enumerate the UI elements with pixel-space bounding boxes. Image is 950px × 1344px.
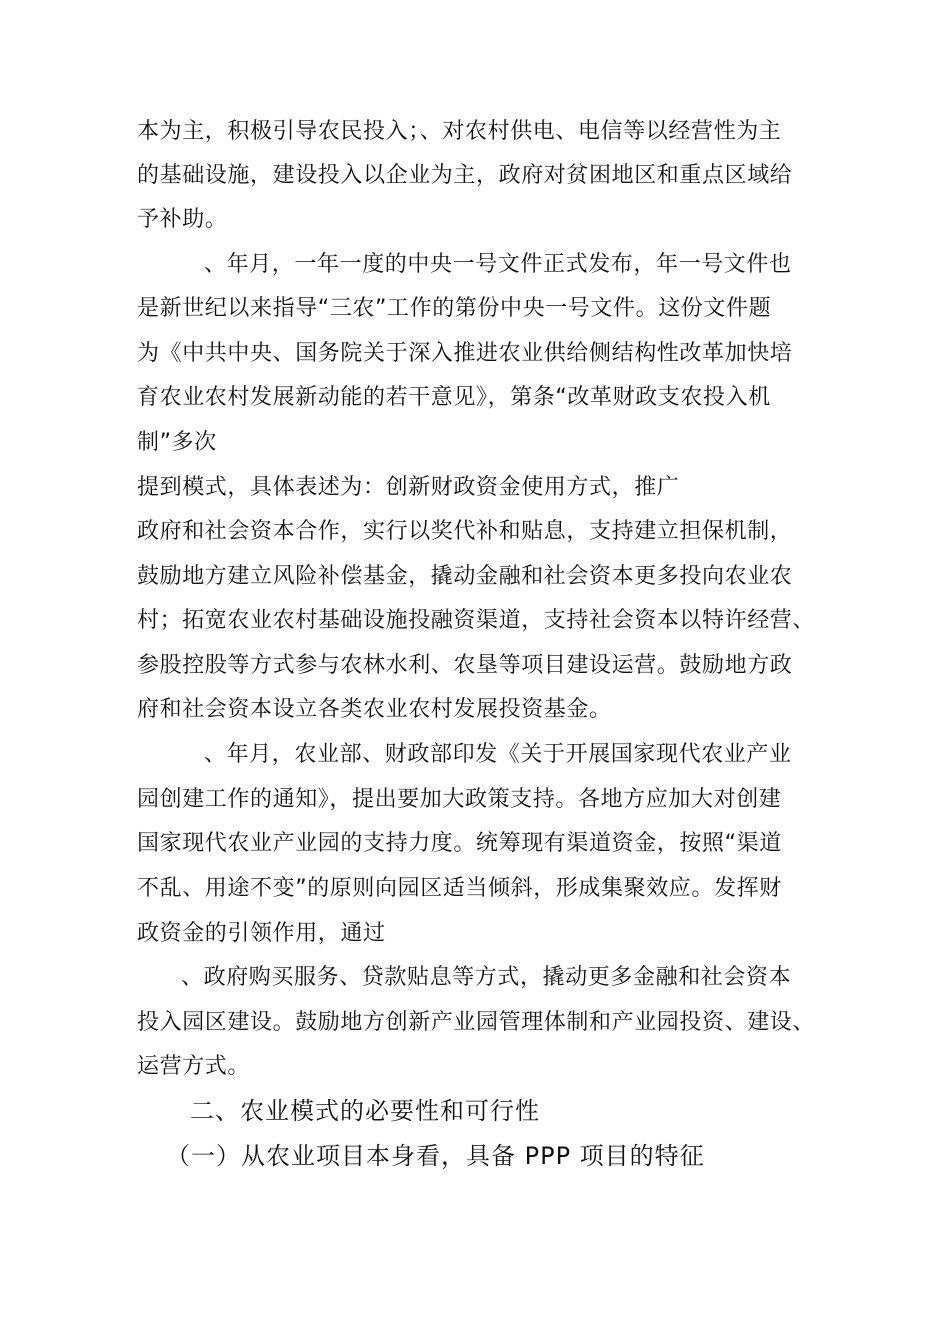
- body-line: 不乱、用途不变”的原则向园区适当倾斜，形成集聚效应。发挥财: [137, 876, 782, 901]
- body-line: 政府和社会资本合作，实行以奖代补和贴息，支持建立担保机制，: [137, 519, 793, 544]
- body-line: 的基础设施，建设投入以企业为主，政府对贫困地区和重点区域给: [137, 163, 793, 188]
- body-line: 育农业农村发展新动能的若干意见》，第条“改革财政支农投入机: [137, 385, 771, 410]
- body-line: 国家现代农业产业园的支持力度。统筹现有渠道资金，按照“渠道: [137, 831, 782, 856]
- body-line: 本为主，积极引导农民投入；、对农村供电、电信等以经营性为主: [137, 119, 782, 144]
- subsection-heading: （一）从农业项目本身看，具备 PPP 项目的特征: [166, 1142, 705, 1170]
- body-line: 村；拓宽农业农村基础设施投融资渠道，支持社会资本以特许经营、: [137, 608, 816, 633]
- body-line: 园创建工作的通知》，提出要加大政策支持。各地方应加大对创建: [137, 787, 782, 812]
- paragraph-start-line: 、年月，一年一度的中央一号文件正式发布，年一号文件也: [204, 252, 792, 277]
- body-line: 参股控股等方式参与农林水利、农垦等项目建设运营。鼓励地方政: [137, 653, 793, 678]
- body-line: 予补助。: [137, 207, 228, 232]
- body-line: 制”多次: [137, 430, 217, 455]
- paragraph-start-line: 、年月，农业部、财政部印发《关于开展国家现代农业产业: [204, 742, 792, 767]
- body-line: 投入园区建设。鼓励地方创新产业园管理体制和产业园投资、建设、: [137, 1010, 816, 1035]
- paragraph-start-line: 、政府购买服务、贷款贴息等方式，撬动更多金融和社会资本: [181, 965, 792, 990]
- body-line: 政资金的引领作用，通过: [137, 921, 386, 946]
- body-line: 府和社会资本设立各类农业农村发展投资基金。: [137, 697, 612, 722]
- body-line: 鼓励地方建立风险补偿基金，撬动金融和社会资本更多投向农业农: [137, 564, 793, 589]
- section-heading: 二、农业模式的必要性和可行性: [190, 1097, 540, 1125]
- body-line: 运营方式。: [137, 1054, 251, 1079]
- body-line: 是新世纪以来指导“三农”工作的第份中央一号文件。这份文件题: [137, 296, 772, 321]
- body-line: 提到模式，具体表述为：创新财政资金使用方式，推广: [137, 475, 680, 500]
- body-line: 为《中共中央、国务院关于深入推进农业供给侧结构性改革加快培: [137, 341, 793, 366]
